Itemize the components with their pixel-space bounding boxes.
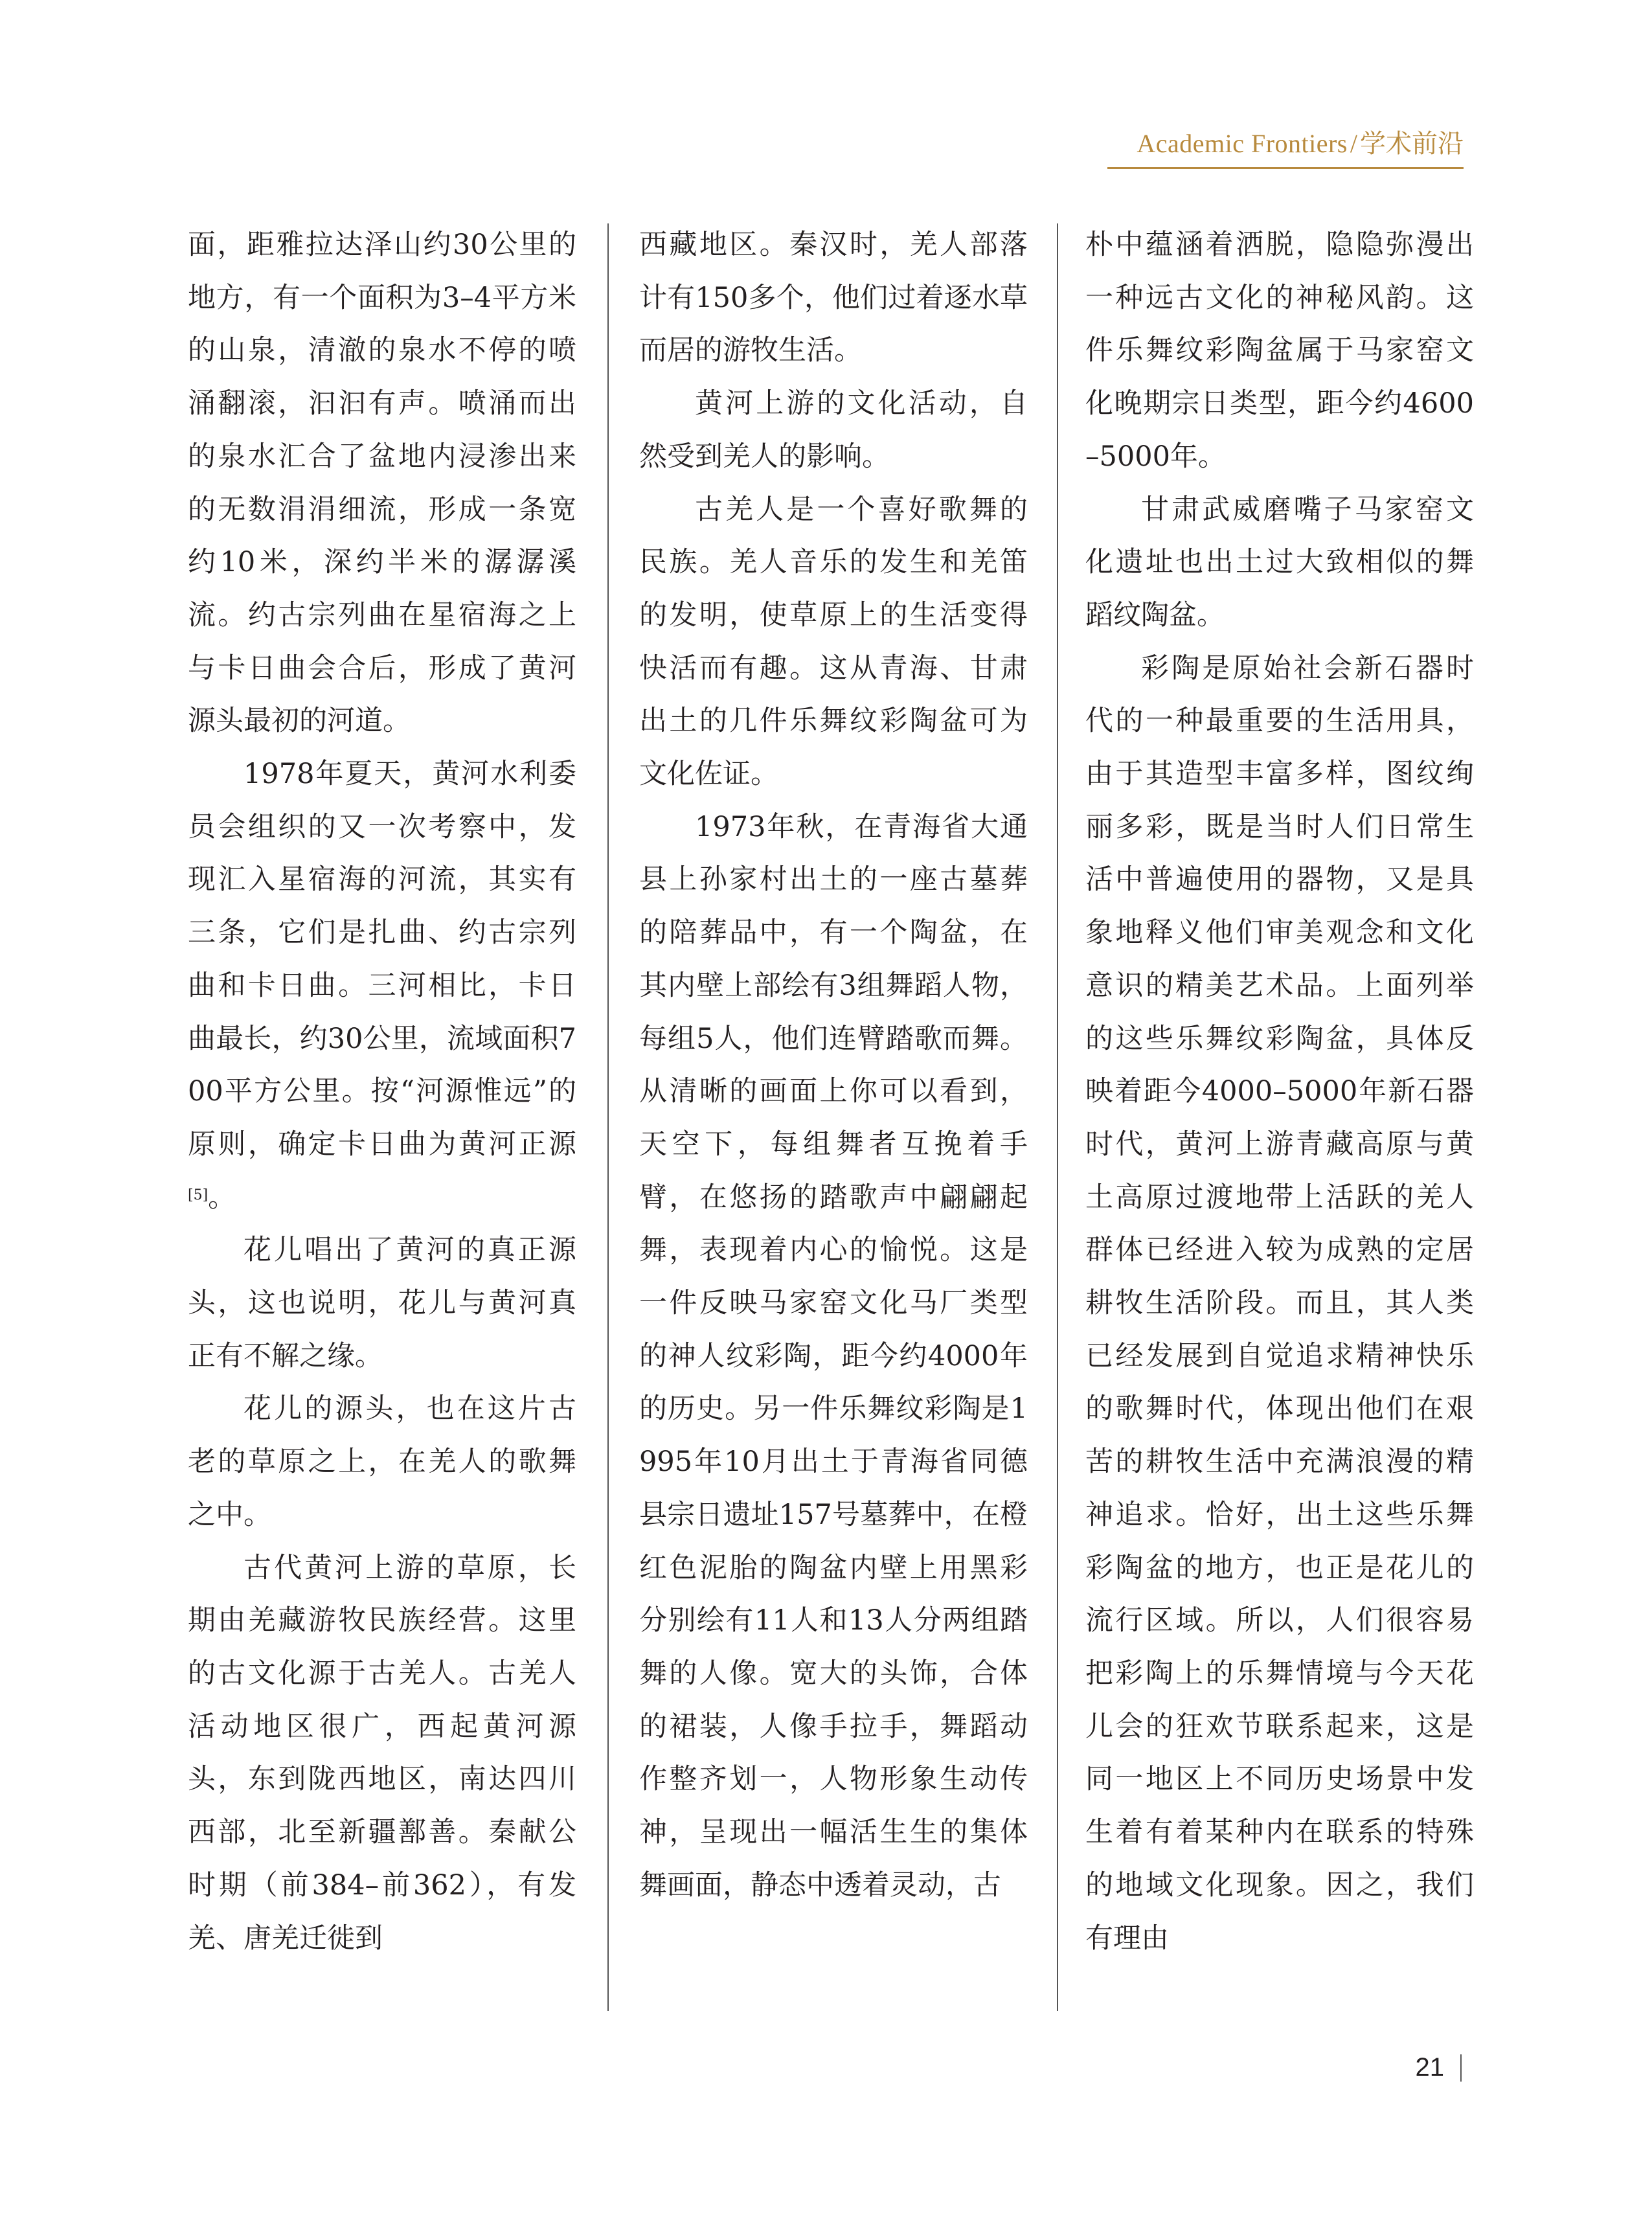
- paragraph: 甘肃武威磨嘴子马家窑文化遗址也出土过大致相似的舞蹈纹陶盆。: [1085, 493, 1474, 631]
- paragraph: 黄河上游的文化活动，自然受到羌人的影响。: [639, 387, 1028, 473]
- paragraph-tail: 。: [208, 1181, 236, 1214]
- paragraph: 1973年秋，在青海省大通县上孙家村出土的一座古墓葬的陪葬品中，有一个陶盆，在其内壁上部绘有3组舞蹈人物，每组5人，他们连臂踏歌而舞。从清晰的画面上你可以看到，天空下，每组舞者互挽着手臂，在悠扬的踏歌声中翩翩起舞，表现着内心的愉悦。这是一件反映马家窑文化马厂类型的神人纹彩陶，距今约4000年的历史。另一件乐舞纹彩陶是1995年10月出土于青海省同德县宗日遗址157号墓葬中，在橙红色泥胎的陶盆内壁上用黑彩分别绘有11人和13人分两组踏舞的人像。宽大的头饰，合体的裙装，人像手拉手，舞蹈动作整齐划一，人物形象生动传神，呈现出一幅活生生的集体舞画面，静态中透着灵动，古: [639, 810, 1028, 1902]
- column-divider: [607, 223, 609, 2011]
- paragraph: 花儿唱出了黄河的真正源头，这也说明，花儿与黄河真正有不解之缘。: [188, 1234, 576, 1372]
- paragraph: 古羌人是一个喜好歌舞的民族。羌人音乐的发生和羌笛的发明，使草原上的生活变得快活而有趣。这从青海、甘肃出土的几件乐舞纹彩陶盆可为文化佐证。: [639, 493, 1028, 791]
- paragraph: 朴中蕴涵着洒脱，隐隐弥漫出一种远古文化的神秘风韵。这件乐舞纹彩陶盆属于马家窑文化晚期宗日类型，距今约4600–5000年。: [1085, 229, 1474, 473]
- header-english: Academic Frontiers: [1137, 129, 1348, 158]
- header-separator: /: [1350, 129, 1357, 158]
- paragraph-with-citation: [188, 748, 576, 1224]
- page-number: 21: [1415, 2053, 1444, 2082]
- text-column-3: [1085, 219, 1474, 2071]
- citation-ref: [5]: [188, 1187, 209, 1203]
- paragraph-text: 1978年夏天，黄河水利委员会组织的又一次考察中，发现汇入星宿海的河流，其实有三条，它们是扎曲、约古宗列曲和卡日曲。三河相比，卡日曲最长，约30公里，流域面积700平方公里。按“河源惟远”的原则，确定卡日曲为黄河正源: [188, 758, 576, 1161]
- text-column-2: [639, 219, 1028, 2071]
- header-rule: [1107, 167, 1464, 169]
- running-header: [1101, 123, 1464, 168]
- paragraph: 古代黄河上游的草原，长期由羌藏游牧民族经营。这里的古文化源于古羌人。古羌人活动地区很广，西起黄河源头，东到陇西地区，南达四川西部，北至新疆鄯善。秦献公时期（前384–前362），有发羌、唐羌迁徙到: [188, 1551, 576, 1955]
- column-divider: [1057, 223, 1058, 2011]
- paragraph: 面，距雅拉达泽山约30公里的地方，有一个面积为3–4平方米的山泉，清澈的泉水不停的喷涌翻滚，汩汩有声。喷涌而出的泉水汇合了盆地内浸渗出来的无数涓涓细流，形成一条宽约10米，深约半米的潺潺溪流。约古宗列曲在星宿海之上与卡日曲会合后，形成了黄河源头最初的河道。: [188, 229, 576, 738]
- text-column-1: [188, 219, 576, 2071]
- paragraph: 西藏地区。秦汉时，羌人部落计有150多个，他们过着逐水草而居的游牧生活。: [639, 229, 1028, 367]
- paragraph: 彩陶是原始社会新石器时代的一种最重要的生活用具，由于其造型丰富多样，图纹绚丽多彩，既是当时人们日常生活中普遍使用的器物，又是具象地释义他们审美观念和文化意识的精美艺术品。上面列举的这些乐舞纹彩陶盆，具体反映着距今4000–5000年新石器时代，黄河上游青藏高原与黄土高原过渡地带上活跃的羌人群体已经进入较为成熟的定居耕牧生活阶段。而且，其人类已经发展到自觉追求精神快乐的歌舞时代，体现出他们在艰苦的耕牧生活中充满浪漫的精神追求。恰好，出土这些乐舞彩陶盆的地方，也正是花儿的流行区域。所以，人们很容易把彩陶上的乐舞情境与今天花儿会的狂欢节联系起来，这是同一地区上不同历史场景中发生着有着某种内在联系的特殊的地域文化现象。因之，我们有理由: [1085, 652, 1474, 1955]
- header-chinese: 学术前沿: [1360, 129, 1464, 159]
- page-number-bar: [1460, 2054, 1462, 2082]
- paragraph: 花儿的源头，也在这片古老的草原之上，在羌人的歌舞之中。: [188, 1392, 576, 1531]
